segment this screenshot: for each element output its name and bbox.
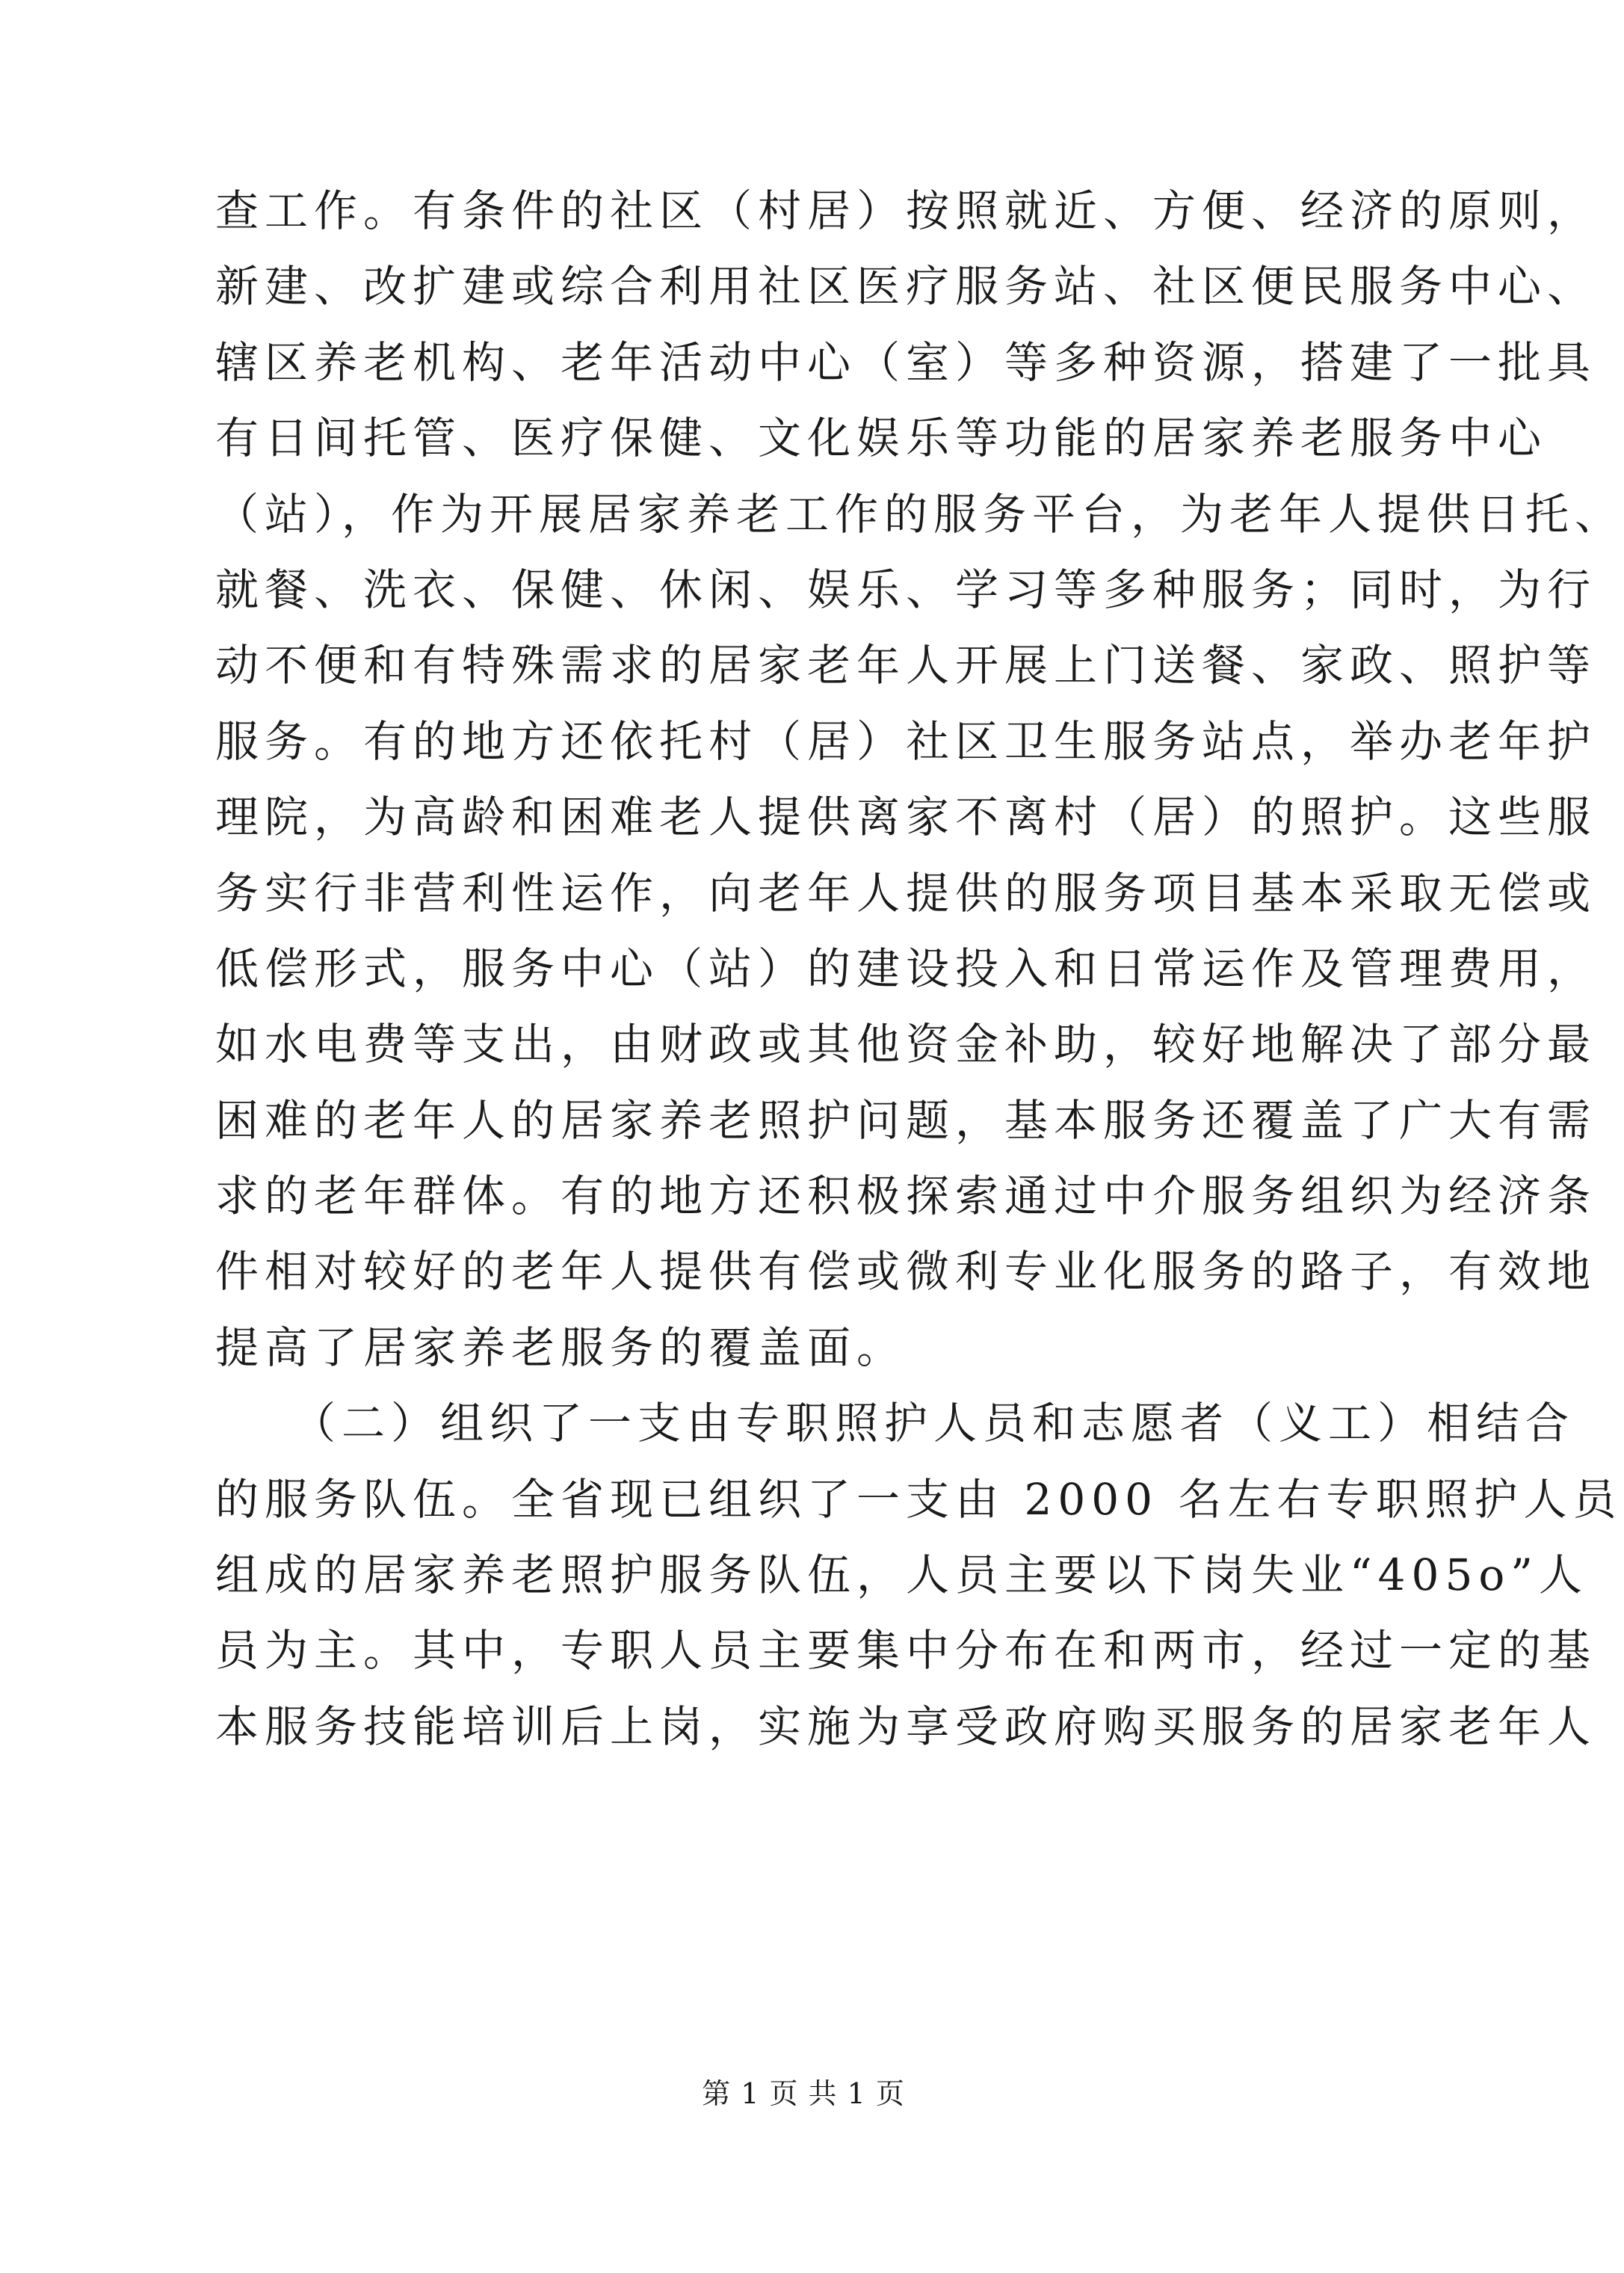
text-line-9: 理院，为高龄和困难老人提供离家不离村（居）的照护。这些服	[215, 792, 1597, 843]
text-line-21: 本服务技能培训后上岗，实施为享受政府购买服务的居家老年人	[215, 1700, 1597, 1752]
text-line-2: 新建、改扩建或综合利用社区医疗服务站、社区便民服务中心、	[215, 261, 1597, 312]
text-line-4: 有日间托管、医疗保健、文化娱乐等功能的居家养老服务中心	[215, 413, 1548, 464]
text-line-1: 查工作。有条件的社区（村居）按照就近、方便、经济的原则，	[215, 185, 1597, 236]
text-line-13: 困难的老年人的居家养老照护问题，基本服务还覆盖了广大有需	[215, 1094, 1597, 1146]
text-line-11: 低偿形式，服务中心（站）的建设投入和日常运作及管理费用，	[215, 943, 1597, 994]
text-line-16: 提高了居家养老服务的覆盖面。	[215, 1321, 907, 1373]
text-line-15: 件相对较好的老年人提供有偿或微利专业化服务的路子，有效地	[215, 1246, 1597, 1298]
text-line-3: 辖区养老机构、老年活动中心（室）等多种资源，搭建了一批具	[215, 336, 1597, 388]
text-line-19: 组成的居家养老照护服务队伍，人员主要以下岗失业“405o”人	[215, 1549, 1588, 1601]
body-text	[215, 173, 1624, 1765]
text-line-10: 务实行非营利性运作，向老年人提供的服务项目基本采取无偿或	[215, 867, 1597, 919]
text-line-17: （二）组织了一支由专职照护人员和志愿者（义工）相结合	[215, 1398, 1575, 1449]
text-line-7: 动不便和有特殊需求的居家老年人开展上门送餐、家政、照护等	[215, 640, 1597, 691]
page-footer: 第 1 页 共 1 页	[702, 2077, 905, 2110]
text-line-18: 的服务队伍。全省现已组织了一支由 2000 名左右专职照护人员	[215, 1473, 1623, 1525]
text-line-6: 就餐、洗衣、保健、休闲、娱乐、学习等多种服务；同时，为行	[215, 564, 1597, 615]
text-line-14: 求的老年群体。有的地方还积极探索通过中介服务组织为经济条	[215, 1171, 1597, 1222]
text-line-5: （站），作为开展居家养老工作的服务平台，为老年人提供日托、	[215, 488, 1624, 540]
text-line-20: 员为主。其中，专职人员主要集中分布在和两市，经过一定的基	[215, 1625, 1597, 1677]
text-line-8: 服务。有的地方还依托村（居）社区卫生服务站点，举办老年护	[215, 715, 1597, 767]
text-line-12: 如水电费等支出，由财政或其他资金补助，较好地解决了部分最	[215, 1019, 1597, 1070]
